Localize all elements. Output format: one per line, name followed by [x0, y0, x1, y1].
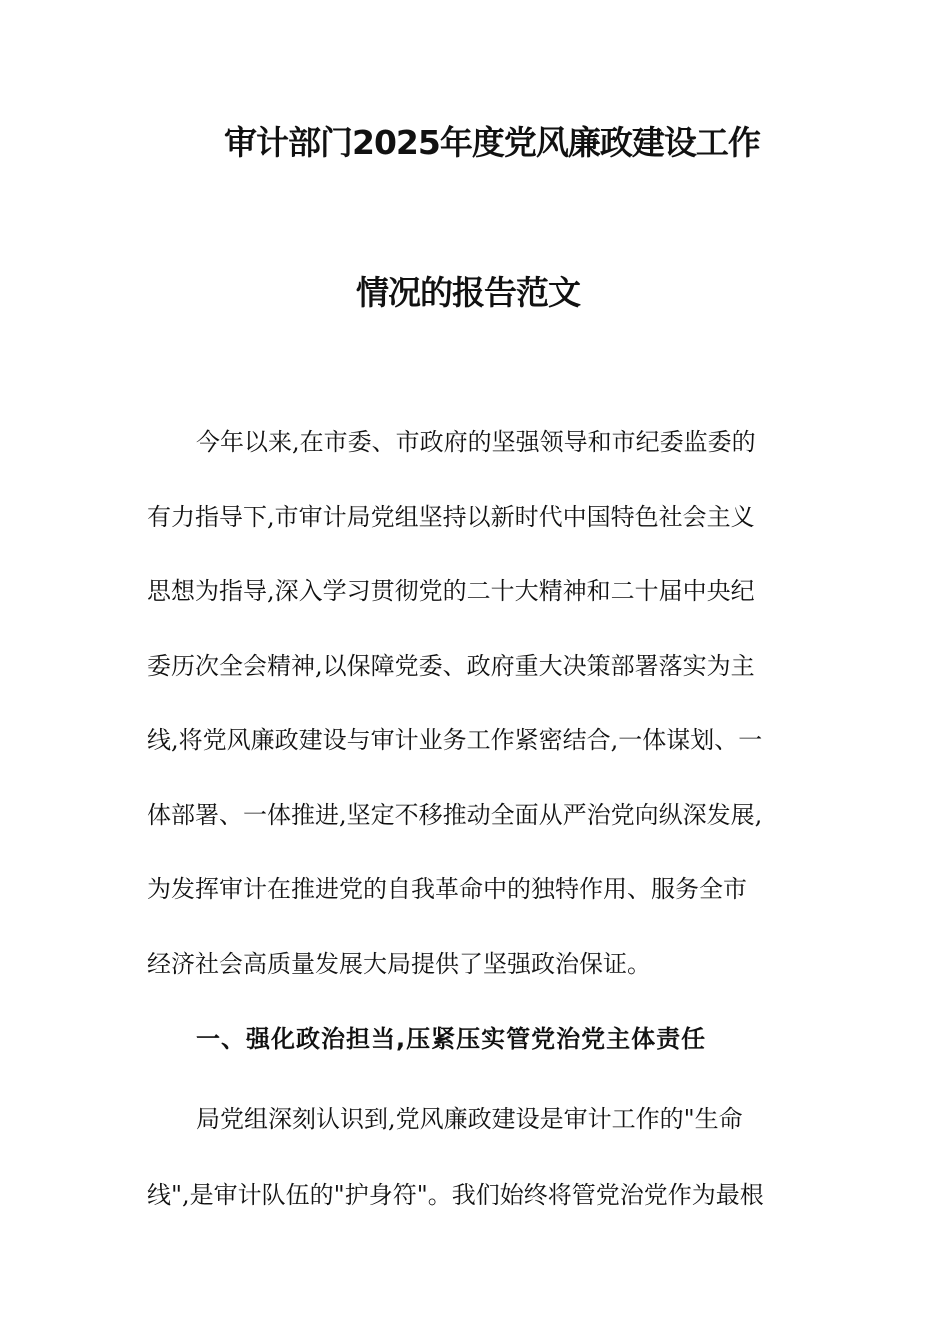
section-1-heading: 一、强化政治担当,压紧压实管党治党主体责任 [196, 1025, 707, 1053]
paragraph-1-line-2: 有力指导下,市审计局党组坚持以新时代中国特色社会主义 [147, 503, 755, 531]
paragraph-1-line-6: 体部署、一体推进,坚定不移推动全面从严治党向纵深发展, [147, 801, 763, 829]
paragraph-1-line-7: 为发挥审计在推进党的自我革命中的独特作用、服务全市 [147, 875, 747, 903]
paragraph-1-line-5: 线,将党风廉政建设与审计业务工作紧密结合,一体谋划、一 [147, 726, 763, 754]
paragraph-2-line-1: 局党组深刻认识到,党风廉政建设是审计工作的"生命 [196, 1105, 743, 1133]
paragraph-1-line-3: 思想为指导,深入学习贯彻党的二十大精神和二十届中央纪 [147, 577, 755, 605]
document-title-line-1: 审计部门2025年度党风廉政建设工作 [224, 123, 760, 162]
paragraph-1-line-1: 今年以来,在市委、市政府的坚强领导和市纪委监委的 [196, 428, 756, 456]
paragraph-1-line-8: 经济社会高质量发展大局提供了坚强政治保证。 [147, 950, 651, 978]
document-title-line-2: 情况的报告范文 [356, 273, 580, 312]
paragraph-2-line-2: 线",是审计队伍的"护身符"。我们始终将管党治党作为最根 [147, 1181, 764, 1209]
paragraph-1-line-4: 委历次全会精神,以保障党委、政府重大决策部署落实为主 [147, 652, 755, 680]
